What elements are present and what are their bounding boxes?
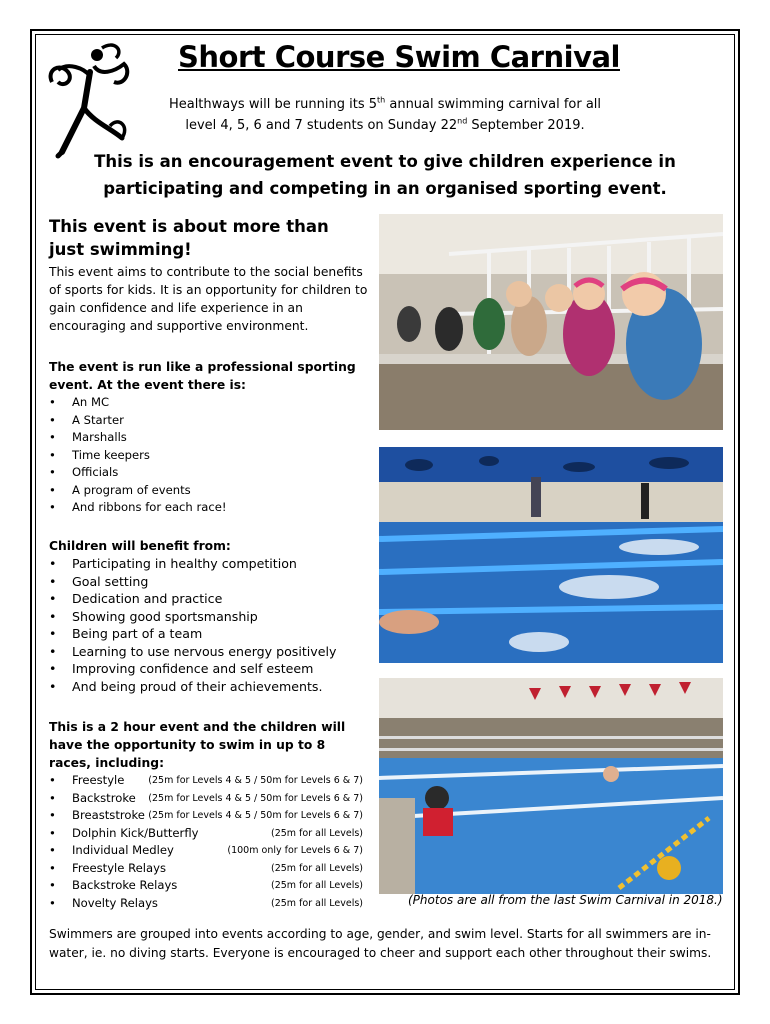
benefits-list (49, 555, 369, 695)
list-item: • Being part of a team (49, 625, 369, 643)
photo-pool-spectators (379, 678, 723, 894)
race-name: Backstroke (72, 790, 136, 805)
list-item: • Goal setting (49, 573, 369, 591)
race-item (49, 895, 367, 913)
benefits-heading: Children will benefit from: (49, 539, 231, 553)
swimmer-figure-icon (44, 42, 134, 160)
page-title: Short Course Swim Carnival (178, 40, 620, 74)
footer-text: Swimmers are grouped into events according to age, gender, and swim level. Starts for all swimmers are in-water, ie. no diving starts. Everyone is encouraged to cheer and support each other throughout their swims. (49, 927, 712, 960)
list-item: • Improving confidence and self esteem (49, 660, 369, 678)
list-item: • An MC (49, 394, 369, 412)
race-name: Freestyle Relays (72, 860, 166, 875)
about-text: This event aims to contribute to the social benefits of sports for kids. It is an opportunity for children to gain confidence and life experience in an encouraging and supportive environment. (49, 265, 368, 333)
list-item: • And ribbons for each race! (49, 499, 369, 517)
race-item (49, 825, 367, 843)
race-detail: (25m for Levels 4 & 5 / 50m for Levels 6 & 7) (148, 810, 363, 821)
race-item (49, 790, 367, 808)
list-item: • Time keepers (49, 447, 369, 465)
race-item (49, 877, 367, 895)
race-item (49, 842, 367, 860)
list-item: • Learning to use nervous energy positively (49, 643, 369, 661)
race-detail: (25m for Levels 4 & 5 / 50m for Levels 6 & 7) (148, 775, 363, 786)
race-item (49, 860, 367, 878)
list-item: • Officials (49, 464, 369, 482)
about-heading: This event is about more than just swimming! (49, 217, 329, 259)
list-item: • Showing good sportsmanship (49, 608, 369, 626)
list-item: • Dedication and practice (49, 590, 369, 608)
intro-text: Healthways will be running its 5th annual swimming carnival for all level 4, 5, 6 and 7 students on Sunday 22nd September 2019. (168, 95, 602, 133)
race-detail: (25m for Levels 4 & 5 / 50m for Levels 6 & 7) (148, 792, 363, 804)
list-item: • Marshalls (49, 429, 369, 447)
race-detail: (25m for all Levels) (270, 827, 363, 839)
list-item: • And being proud of their achievements. (49, 678, 369, 696)
races-heading: This is a 2 hour event and the children will have the opportunity to swim in up to 8 races, including: (49, 720, 346, 770)
photo-children-poolside (379, 214, 723, 430)
race-name: Breaststroke (72, 808, 145, 822)
photo-caption: (Photos are all from the last Swim Carnival in 2018.) (408, 893, 723, 907)
list-item: • Participating in healthy competition (49, 555, 369, 573)
professional-list (49, 394, 369, 517)
race-name: Dolphin Kick/Butterfly (72, 825, 199, 840)
race-detail: (25m for all Levels) (270, 862, 363, 874)
professional-heading: The event is run like a professional sporting event. At the event there is: (49, 360, 356, 392)
lead-statement: This is an encouragement event to give children experience in participating and competing in an organised sporting event. (94, 152, 676, 198)
photo-swimmers-racing (379, 447, 723, 663)
race-detail: (25m for all Levels) (270, 897, 363, 909)
race-name: Novelty Relays (72, 895, 158, 910)
race-name: Freestyle (72, 773, 125, 787)
list-item: • A Starter (49, 412, 369, 430)
races-list (49, 772, 367, 912)
race-name: Backstroke Relays (72, 878, 178, 892)
race-detail: (100m only for Levels 6 & 7) (227, 845, 363, 856)
race-item (49, 772, 367, 790)
race-name: Individual Medley (72, 843, 174, 857)
list-item: • A program of events (49, 482, 369, 500)
race-detail: (25m for all Levels) (270, 880, 363, 891)
race-item (49, 807, 367, 825)
